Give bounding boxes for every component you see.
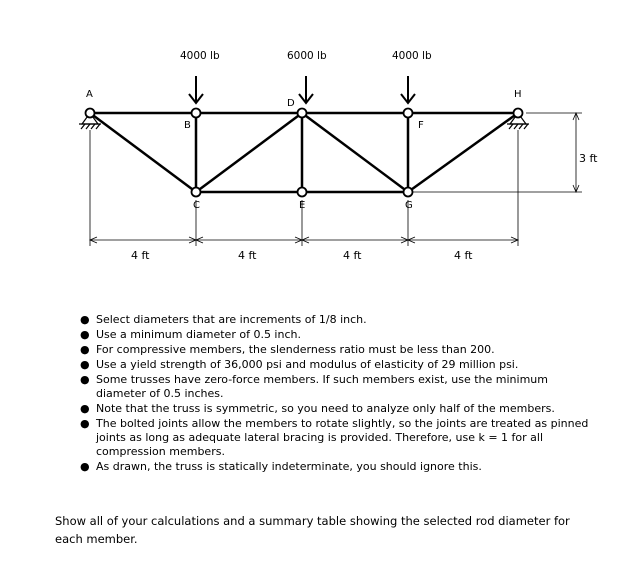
note-text: Note that the truss is symmetric, so you need to analyze only half of the members.	[96, 402, 555, 415]
bullet-icon: ●	[80, 402, 90, 415]
note-text: For compressive members, the slenderness ratio must be less than 200.	[96, 343, 495, 356]
bullet-icon: ●	[80, 343, 90, 356]
load-arrows	[189, 76, 415, 103]
member-GH	[408, 113, 518, 192]
joint-label-G: G	[405, 200, 413, 211]
note-text: Select diameters that are increments of 1/8 inch.	[96, 313, 367, 326]
pin-B	[192, 109, 201, 118]
bullet-icon: ●	[80, 417, 90, 430]
bullet-icon: ●	[80, 328, 90, 341]
bullet-icon: ●	[80, 373, 90, 386]
load-label-D: 6000 lb	[287, 50, 327, 62]
member-CD	[196, 113, 302, 192]
note-item	[78, 343, 598, 357]
joint-label-E: E	[299, 200, 306, 211]
span-label-2: 4 ft	[238, 249, 257, 262]
joint-label-H: H	[514, 89, 522, 100]
note-item	[78, 402, 598, 416]
note-text: As drawn, the truss is statically indeterminate, you should ignore this.	[96, 460, 482, 473]
requirements-list	[78, 313, 598, 475]
note-text: Some trusses have zero-force members. If such members exist, use the minimum diameter of 0.5 inches.	[96, 373, 548, 400]
joint-pins	[86, 109, 523, 197]
height-dimension	[412, 113, 582, 192]
joint-label-A: A	[86, 89, 93, 100]
note-item	[78, 328, 598, 342]
member-AC	[90, 113, 196, 192]
bullet-icon: ●	[80, 460, 90, 473]
note-item	[78, 313, 598, 327]
pin-D	[298, 109, 307, 118]
note-text: Use a yield strength of 36,000 psi and modulus of elasticity of 29 million psi.	[96, 358, 519, 371]
note-text: The bolted joints allow the members to rotate slightly, so the joints are treated as pinned joints as long as adequate lateral bracing is provided. Therefore, use k = 1 for all compression members.	[96, 417, 589, 458]
note-item	[78, 460, 598, 474]
pin-E	[298, 188, 307, 197]
pin-A	[86, 109, 95, 118]
span-label-4: 4 ft	[454, 249, 473, 262]
joint-label-C: C	[193, 200, 200, 211]
height-label: 3 ft	[579, 152, 598, 165]
truss-members	[90, 113, 518, 192]
closing-instruction: Show all of your calculations and a summary table showing the selected rod diameter for each member.	[55, 514, 570, 546]
note-item	[78, 358, 598, 372]
joint-label-B: B	[184, 120, 191, 131]
note-item	[78, 373, 598, 401]
bullet-icon: ●	[80, 358, 90, 371]
pin-H	[514, 109, 523, 118]
span-label-3: 4 ft	[343, 249, 362, 262]
note-item	[78, 417, 598, 459]
pin-G	[404, 188, 413, 197]
pin-C	[192, 188, 201, 197]
note-text: Use a minimum diameter of 0.5 inch.	[96, 328, 301, 341]
bullet-icon: ●	[80, 313, 90, 326]
joint-label-F: F	[418, 120, 424, 131]
load-label-F: 4000 lb	[392, 50, 432, 62]
pin-F	[404, 109, 413, 118]
span-label-1: 4 ft	[131, 249, 150, 262]
member-DG	[302, 113, 408, 192]
load-label-B: 4000 lb	[180, 50, 220, 62]
joint-label-D: D	[287, 98, 295, 109]
